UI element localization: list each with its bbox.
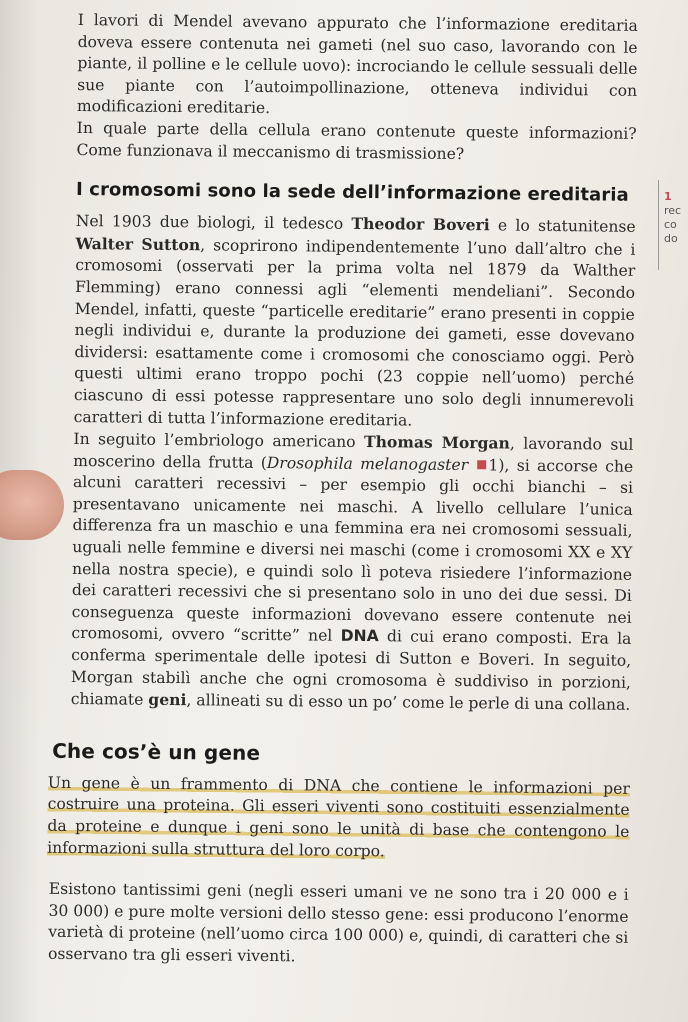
figure-ref-number: 1: [488, 456, 499, 475]
margin-line-1: rec: [664, 204, 682, 217]
margin-ref: 1: [664, 190, 672, 203]
section-gene: [47, 738, 630, 972]
section-heading-chromosomes: I cromosomi sono la sede dell’informazione ereditaria: [75, 179, 629, 206]
paragraph-gene-count: Esistono tantissimi geni (negli esseri umani ve ne sono tra i 20 000 e i 30 000) e pure molte versioni dello stesso gene: essi producono l’enorme varietà di proteine (nell’uomo circa 100 000) e, quindi, di caratteri che si osservano tra gli esseri viventi.: [47, 879, 629, 966]
species-name: Drosophila melanogaster: [266, 453, 469, 474]
margin-line-3: do: [664, 232, 678, 245]
text-column: [47, 6, 638, 971]
name-sutton: Walter Sutton: [75, 233, 201, 255]
margin-note: [664, 190, 688, 246]
section-heading-gene: Che cos’è un gene: [52, 738, 261, 765]
intro-question: In quale parte della cellula erano contenute queste informazioni? Come funzionava il meccanismo di trasmissione?: [76, 118, 637, 163]
margin-divider: [658, 180, 659, 270]
paragraph-morgan: In seguito l’embriologo americano Thomas Morgan, lavorando sul moscerino della frutta (Drosophila melanogaster 1), si accorse che alcuni caratteri recessivi – per esempio gli occhi bianchi – si presentavano unicamente nei maschi. A livello cellulare l’unica differenza fra un maschio e una femmina era nei cromosomi sessuali, uguali nelle femmine e diversi nei maschi (come i cromosomi XX e XY nella nostra specie), e quindi solo lì poteva risiedere l’informazione dei caratteri recessivi che si presentano solo in uno dei due sessi. Di conseguenza queste informazioni dovevano essere contenute nei cromosomi, ovvero “scritte” nel DNA di cui erano composti. Era la conferma sperimentale delle ipotesi di Sutton e Boveri. In seguito, Morgan stabilì anche che ogni cromosoma è suddiviso in porzioni, chiamate geni, allineati su di esso un po’ come le perle di una collana.: [70, 430, 634, 715]
name-morgan: Thomas Morgan: [363, 432, 510, 453]
gene-definition-highlighted: Un gene è un frammento di DNA che contiene le informazioni per costruire una proteina. Gli esseri viventi sono costituiti essenzialmente da proteine e dunque i geni sono le unità di base che contengono le informazioni sulla struttura del loro corpo.: [47, 773, 630, 860]
finger-thumb: [0, 470, 64, 540]
figure-ref-icon: [477, 460, 486, 469]
term-dna: DNA: [340, 627, 379, 646]
term-geni: geni: [148, 689, 187, 710]
paragraph-boveri-sutton: Nel 1903 due biologi, il tedesco Theodor Boveri e lo statunitense Walter Sutton, scoprirono indipendentemente l’uno dall’altro che i cromosomi (osservati per la prima volta nel 1879 da Walther Flemming) erano connessi agli “elementi mendeliani”. Secondo Mendel, infatti, queste “particelle ereditarie” erano presenti in coppie negli individui e, durante la produzione dei gameti, esse dovevano dividersi: esattamente come i cromosomi che conosciamo oggi. Però questi ultimi erano troppo pochi (23 coppie nell’uomo) perché ciascuno di essi potesse rappresentare uno solo degli innumerevoli caratteri di tutta l’informazione ereditaria.: [73, 212, 636, 430]
margin-line-2: co: [664, 218, 677, 231]
intro-paragraph: I lavori di Mendel avevano appurato che l’informazione ereditaria doveva essere contenuta nei gameti (nel suo caso, lavorando con le piante, il polline e le cellule uovo): incrociando le cellule sessuali delle sue piante con l’autoimpollinazione, otteneva individui con modificazioni ereditarie.: [76, 10, 638, 118]
name-boveri: Theodor Boveri: [351, 214, 490, 235]
